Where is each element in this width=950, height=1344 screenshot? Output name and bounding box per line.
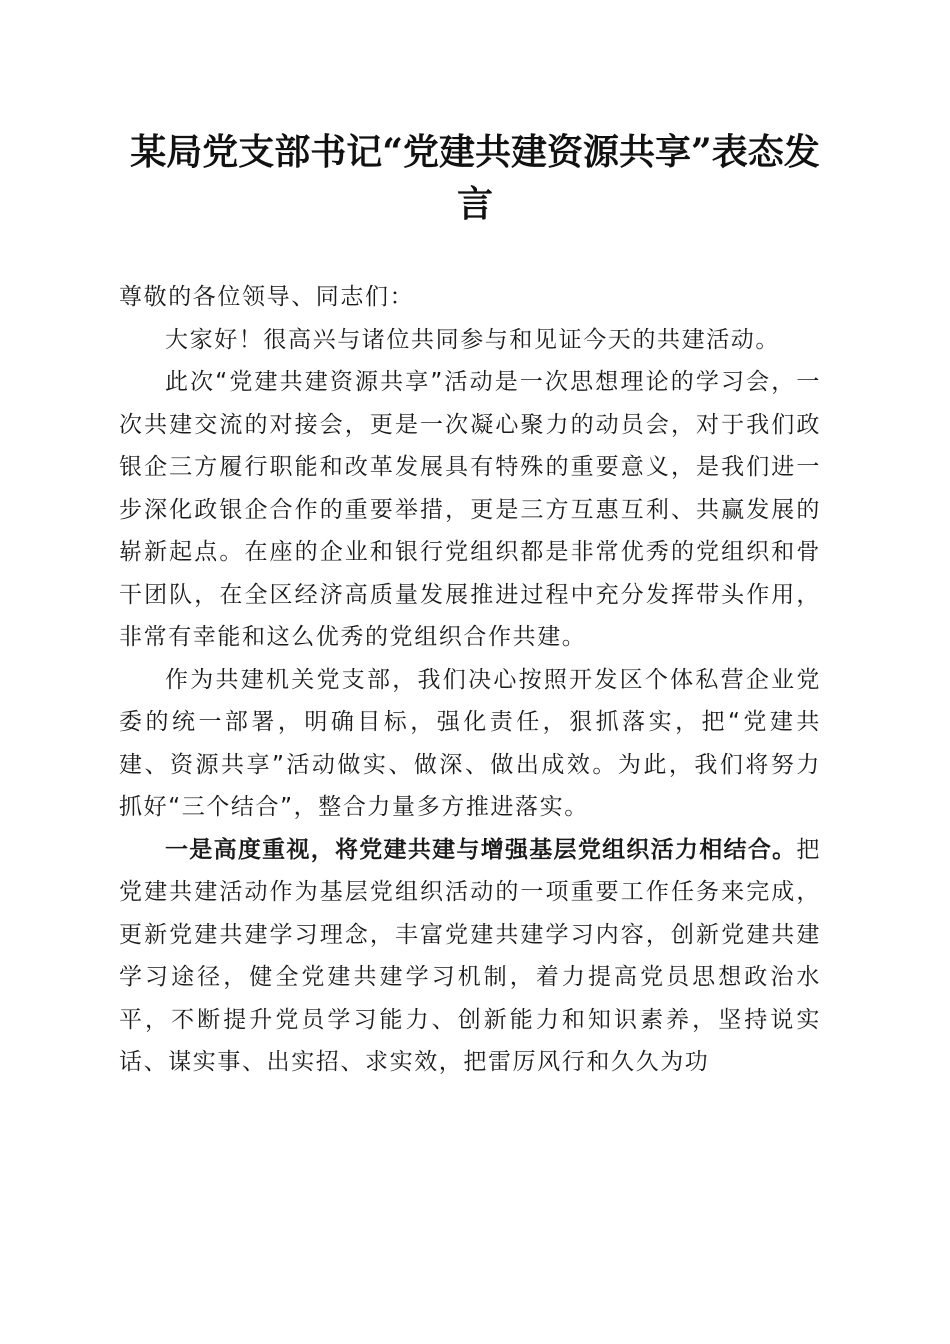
- paragraph-greeting: 大家好！很高兴与诸位共同参与和见证今天的共建活动。: [165, 326, 780, 353]
- document-title: 某局党支部书记“党建共建资源共享”表态发言: [130, 131, 820, 225]
- paragraph-point-one: [119, 829, 821, 1084]
- salutation: 尊敬的各位领导、同志们：: [119, 284, 415, 310]
- point-one-text: 把党建共建活动作为基层党组织活动的一项重要工作任务来完成，更新党建共建学习理念，丰富党建共建学习内容，创新党建共建学习途径，健全党建共建学习机制，着力提高党员思想政治水平，不断提升党员学习能力、创新能力和知识素养，坚持说实话、谋实事、出实招、求实效，把雷厉风行和久久为功: [119, 836, 821, 1075]
- document-body: [119, 276, 821, 1084]
- paragraph-commitment: 作为共建机关党支部，我们决心按照开发区个体私营企业党委的统一部署，明确目标，强化责任，狠抓落实，把“党建共建、资源共享”活动做实、做深、做出成效。为此，我们将努力抓好“三个结合”，整合力量多方推进落实。: [119, 666, 821, 820]
- point-one-heading: 一是高度重视，将党建共建与增强基层党组织活力相结合。: [165, 836, 797, 863]
- paragraph-significance: 此次“党建共建资源共享”活动是一次思想理论的学习会，一次共建交流的对接会，更是一次凝心聚力的动员会，对于我们政银企三方履行职能和改革发展具有特殊的重要意义，是我们进一步深化政银企合作的重要举措，更是三方互惠互利、共赢发展的崭新起点。在座的企业和银行党组织都是非常优秀的党组织和骨干团队，在全区经济高质量发展推进过程中充分发挥带头作用，非常有幸能和这么优秀的党组织合作共建。: [119, 369, 821, 650]
